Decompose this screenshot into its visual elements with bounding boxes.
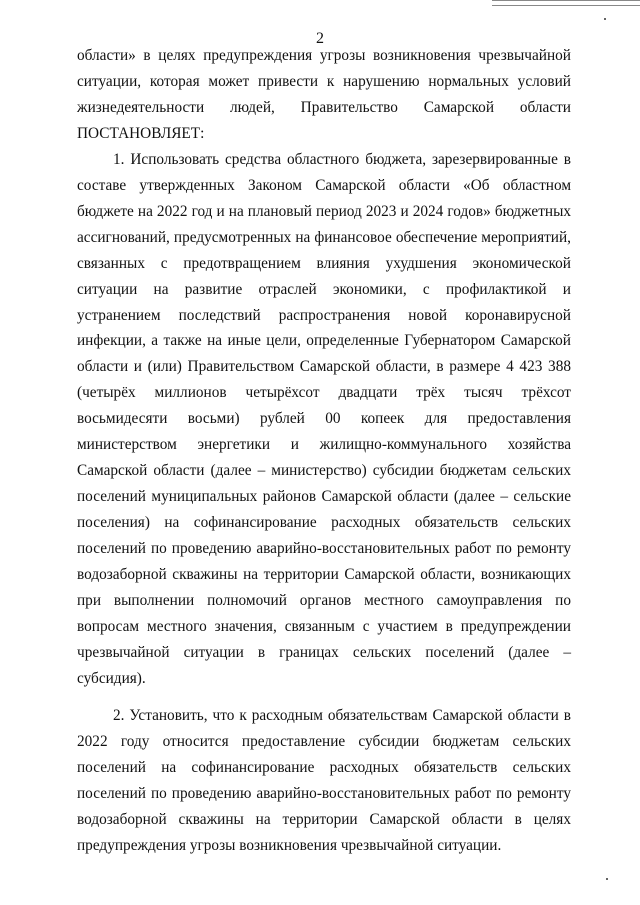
document-body	[77, 43, 571, 859]
scan-speck	[604, 18, 606, 20]
scan-edge-mark	[492, 0, 640, 6]
paragraph-item-2: 2. Установить, что к расходным обязательствам Самарской области в 2022 году относится предоставление субсидии бюджетам сельских поселений на софинансирование расходных обязательств сельских поселений по проведению аварийно-восстановительных работ по ремонту водозаборной скважины на территории Самарской области в целях предупреждения угрозы возникновения чрезвычайной ситуации.	[77, 706, 571, 854]
page-number: 2	[316, 30, 324, 47]
scan-speck	[606, 878, 608, 880]
intro-paragraph: области» в целях предупреждения угрозы возникновения чрезвычайной ситуации, которая может привести к нарушению нормальных условий жизнедеятельности людей, Правительство Самарской области ПОСТАНОВЛЯЕТ:	[77, 47, 571, 142]
paragraph-item-1: 1. Использовать средства областного бюджета, зарезервированные в составе утвержденных Законом Самарской области «Об областном бюджете на 2022 год и на плановый период 2023 и 2024 годов» бюджетных ассигнований, предусмотренных на финансовое обеспечение мероприятий, связанных с предотвращением влияния ухудшения экономической ситуации на развитие отраслей экономики, с профилактикой и устранением последствий распространения новой коронавирусной инфекции, а также на иные цели, определенные Губернатором Самарской области и (или) Правительством Самарской области, в размере 4 423 388 (четырёх миллионов четырёхсот двадцати трёх тысяч трёхсот восьмидесяти восьми) рублей 00 копеек для предоставления министерством энергетики и жилищно-коммунального хозяйства Самарской области (далее – министерство) субсидии бюджетам сельских поселений муниципальных районов Самарской области (далее – сельские поселения) на софинансирование расходных обязательств сельских поселений по проведению аварийно-восстановительных работ по ремонту водозаборной скважины на территории Самарской области, возникающих при выполнении полномочий органов местного самоуправления по вопросам местного значения, связанным с участием в предупреждении чрезвычайной ситуации в границах сельских поселений (далее – субсидия).	[77, 150, 571, 687]
